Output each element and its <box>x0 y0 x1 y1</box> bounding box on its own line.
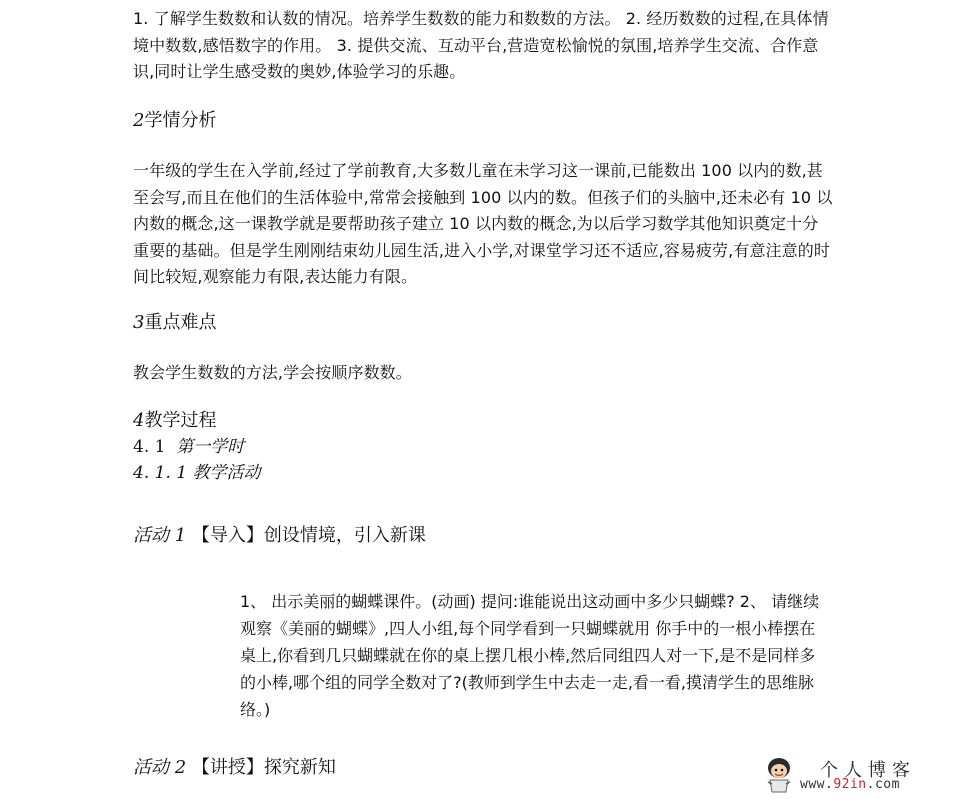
activity-prefix: 活动 2 <box>133 757 187 778</box>
section-title: 教学过程 <box>144 410 217 431</box>
subsection-title: 第一学时 <box>176 437 245 457</box>
url-prefix: www. <box>800 777 834 792</box>
subsection-heading-4-1-1 <box>133 460 260 486</box>
activity-1-heading <box>133 523 426 549</box>
section-title: 学情分析 <box>144 110 217 131</box>
keypoints-paragraph: 教会学生数数的方法,学会按顺序数数。 <box>133 363 412 382</box>
blog-title: 个人博客 <box>820 760 916 781</box>
activity-1-body: 1、 出示美丽的蝴蝶课件。(动画) 提问:谁能说出这动画中多少只蝴蝶? 2、 请继续观察《美丽的蝴蝶》,四人小组,每个同学看到一只蝴蝶就用 你手中的一根小棒摆在桌上,你看到几只蝴蝶就在你的桌上摆几根小棒,然后同组四人对一下,是不是同样多的小棒,哪个组的同学全数对了?(教师到学生中去走一走,看一看,摸清学生的思维脉络。) <box>240 592 820 719</box>
section-number: 4 <box>133 410 145 431</box>
subsection-heading-4-1 <box>133 434 244 460</box>
blog-url <box>800 777 900 792</box>
section-number: 3 <box>133 312 145 333</box>
section-heading-2 <box>133 108 216 134</box>
section-title: 重点难点 <box>144 312 217 333</box>
subsection-number: 4. 1. 1 <box>133 463 188 483</box>
section-heading-3 <box>133 310 216 336</box>
url-suffix: .com <box>866 777 900 792</box>
blog-watermark <box>760 752 950 796</box>
activity-title: 【导入】创设情境，引入新课 <box>191 525 426 546</box>
section-heading-4 <box>133 408 216 434</box>
url-brand: 92in <box>833 777 867 792</box>
activity-2-heading <box>133 755 336 781</box>
section-number: 2 <box>133 110 145 131</box>
mascot-logo-icon <box>762 754 796 794</box>
objectives-paragraph: 1. 了解学生数数和认数的情况。培养学生数数的能力和数数的方法。 2. 经历数数的过程,在具体情境中数数,感悟数字的作用。 3. 提供交流、互动平台,营造宽松愉悦的氛围,培养学生交流、合作意识,同时让学生感受数的奥妙,体验学习的乐趣。 <box>133 9 829 81</box>
activity-title: 【讲授】探究新知 <box>191 757 336 778</box>
subsection-number: 4. 1 <box>133 437 166 457</box>
subsection-title: 教学活动 <box>192 463 261 483</box>
analysis-paragraph: 一年级的学生在入学前,经过了学前教育,大多数儿童在未学习这一课前,已能数出 100 以内的数,甚至会写,而且在他们的生活体验中,常常会接触到 100 以内的数。但孩子们的头脑中,还未必有 10 以内数的概念,这一课教学就是要帮助孩子建立 10 以内数的概念,为以后学习数学其他知识奠定十分重要的基础。但是学生刚刚结束幼儿园生活,进入小学,对课堂学习还不适应,容易疲劳,有意注意的时间比较短,观察能力有限,表达能力有限。 <box>133 161 833 286</box>
activity-prefix: 活动 1 <box>133 525 187 546</box>
